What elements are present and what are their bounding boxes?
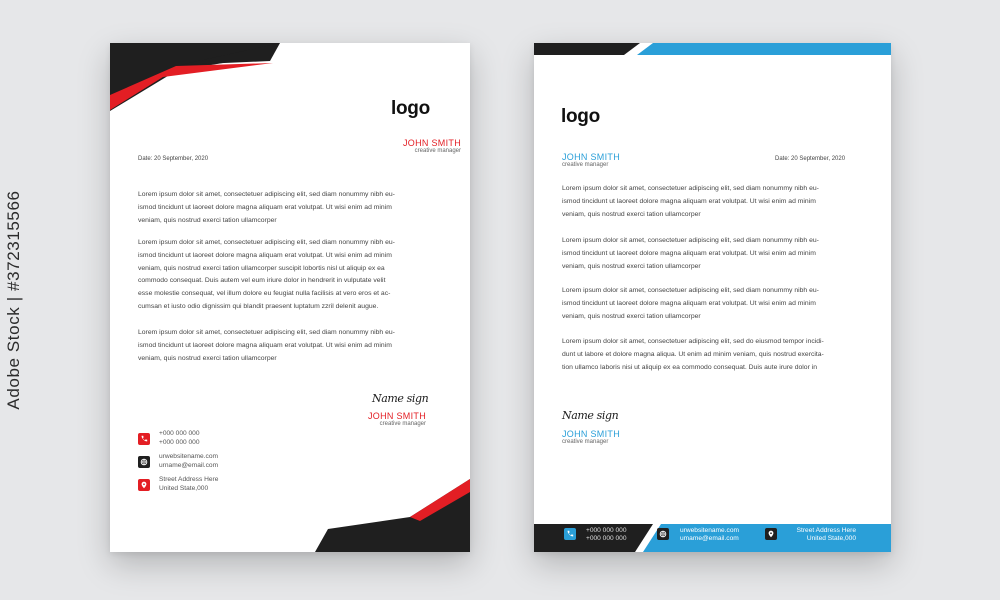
text-line: Lorem ipsum dolor sit amet, consectetuer adipiscing elit, sed diam nonummy nibh eu-: [562, 185, 819, 192]
text-line: ismod tincidunt ut laoreet dolore magna aliquam erat volutpat. Ut wisi enim ad minim: [138, 203, 392, 211]
body-paragraph: [138, 237, 395, 314]
body-paragraph: [562, 183, 819, 221]
text-line: ismod tincidunt ut laoreet dolore magna aliquam erat volutpat. Ut wisi enim ad minim: [562, 249, 816, 257]
street-address: Street Address Here: [796, 527, 856, 534]
phone-contact: [138, 430, 200, 447]
signer-name: JOHN SMITH: [368, 411, 426, 421]
location-pin-icon: [138, 479, 150, 491]
signature: Name sign: [562, 409, 619, 422]
city-country: United State,000: [806, 535, 856, 543]
text-line: ismod tincidunt ut laoreet dolore magna aliquam erat volutpat. Ut wisi enim ad minim: [138, 341, 392, 349]
location-pin-icon: [765, 528, 777, 540]
header-contact: [562, 152, 620, 168]
stock-watermark-text: Adobe Stock | #372315566: [4, 190, 23, 410]
signer-name: JOHN SMITH: [562, 429, 620, 439]
body-paragraph: [562, 285, 819, 323]
text-line: Lorem ipsum dolor sit amet, consectetuer adipiscing elit, sed diam nonummy nibh eu-: [138, 191, 395, 198]
signature-block: [346, 411, 426, 427]
signature-block: [562, 429, 620, 445]
signer-role: creative manager: [562, 439, 609, 445]
footer-corner-shape: [315, 479, 470, 552]
letter-date: Date: 20 September, 2020: [138, 156, 209, 162]
body-paragraph: [562, 235, 819, 273]
email: urname@email.com: [159, 461, 219, 469]
phone-number: +000 000 000: [586, 527, 627, 534]
phone-number: +000 000 000: [159, 438, 200, 446]
logo-text: logo: [391, 98, 430, 119]
phone-number: +000 000 000: [586, 535, 627, 543]
text-line: tion ullamco laboris nisi ut aliquip ex ea commodo consequat. Duis aute irure dolor in: [562, 363, 818, 371]
text-line: ismod tincidunt ut laoreet dolore magna aliquam erat volutpat. Ut wisi enim ad minim: [138, 251, 392, 259]
sender-name: JOHN SMITH: [403, 138, 461, 148]
letterhead-blue: [534, 43, 891, 552]
text-line: ismod tincidunt ut laoreet dolore magna aliquam erat volutpat. Ut wisi enim ad minim: [562, 299, 816, 307]
text-line: veniam, quis nostrud exerci tation ullamcorper: [562, 312, 701, 320]
letterhead-red: [110, 43, 470, 552]
globe-icon: [657, 528, 669, 540]
text-line: Lorem ipsum dolor sit amet, consectetuer adipiscing elit, sed diam nonummy nibh eu-: [562, 287, 819, 294]
sender-role: creative manager: [562, 162, 609, 168]
signature: Name sign: [372, 392, 429, 405]
text-line: Lorem ipsum dolor sit amet, consectetuer adipiscing elit, sed diam nonummy nibh eu-: [138, 239, 395, 246]
text-line: Lorem ipsum dolor sit amet, consectetuer adipiscing elit, sed diam nonummy nibh eu-: [562, 237, 819, 244]
text-line: esse molestie consequat, vel illum dolore eu feugiat nulla facilisis at vero eros et ac-: [138, 290, 391, 298]
text-line: veniam, quis nostrud exerci tation ullamcorper suscipit lobortis nisl ut aliquip ex ea: [138, 264, 385, 272]
text-line: Lorem ipsum dolor sit amet, consectetuer adipiscing elit, sed diam nonummy nibh eu-: [138, 329, 395, 336]
phone-icon: [138, 433, 150, 445]
footer-address: [786, 527, 856, 544]
text-line: veniam, quis nostrud exerci tation ullamcorper: [562, 262, 701, 270]
header-contact: [371, 138, 461, 154]
body-paragraph: [562, 336, 824, 374]
address-contact: [138, 476, 218, 493]
text-line: Lorem ipsum dolor sit amet, consectetuer adipiscing elit, sed do eiusmod tempor incidi-: [562, 338, 824, 345]
footer-web: [680, 527, 739, 544]
text-line: cumsan et iusto odio dignissim qui blandit praesent luptatum zzril delenit augue.: [138, 302, 379, 310]
body-paragraph: [138, 189, 395, 227]
text-line: dunt ut labore et dolore magna aliqua. Ut enim ad minim veniam, quis nostrud exercita-: [562, 350, 824, 358]
web-contact: [138, 453, 218, 470]
globe-icon: [138, 456, 150, 468]
footer-phones: [586, 527, 627, 544]
body-paragraph: [138, 327, 395, 365]
text-line: veniam, quis nostrud exerci tation ullamcorper: [138, 216, 277, 224]
phone-icon: [564, 528, 576, 540]
text-line: ismod tincidunt ut laoreet dolore magna aliquam erat volutpat. Ut wisi enim ad minim: [562, 197, 816, 205]
sender-role: creative manager: [414, 148, 461, 154]
letter-date: Date: 20 September, 2020: [775, 156, 846, 162]
text-line: veniam, quis nostrud exerci tation ullamcorper: [138, 354, 277, 362]
signer-role: creative manager: [379, 421, 426, 427]
city-country: United State,000: [159, 484, 209, 492]
email: umame@email.com: [680, 535, 739, 543]
text-line: veniam, quis nostrud exerci tation ullamcorper: [562, 210, 701, 218]
sender-name: JOHN SMITH: [562, 152, 620, 162]
phone-number: +000 000 000: [159, 430, 200, 437]
street-address: Street Address Here: [159, 476, 219, 483]
logo-text: logo: [561, 106, 600, 127]
text-line: commodo consequat. Duis autem vel eum iriure dolor in hendrerit in vulputate velit: [138, 277, 386, 285]
website: urwebsitename.com: [680, 527, 740, 534]
website: urwebsitename.com: [159, 453, 219, 460]
